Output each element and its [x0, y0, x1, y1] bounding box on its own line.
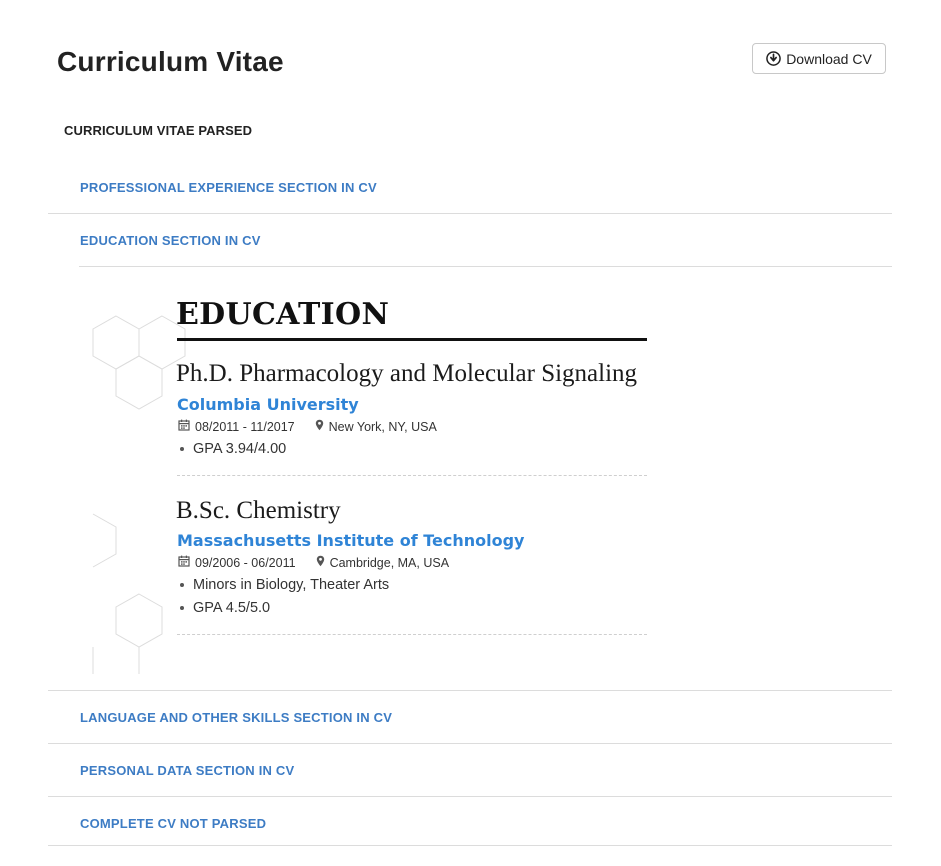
education-heading: EDUCATION [176, 297, 390, 332]
bullet-dot [180, 583, 184, 587]
map-pin-icon [316, 555, 325, 570]
divider [48, 213, 892, 214]
download-cv-label: Download CV [786, 50, 872, 67]
heading-rule [177, 338, 647, 341]
download-cv-button[interactable] [752, 43, 886, 74]
entry-meta [178, 419, 437, 434]
accordion-education[interactable]: EDUCATION SECTION IN CV [80, 233, 261, 248]
map-pin-icon [315, 419, 324, 434]
entry-dates: 09/2006 - 06/2011 [195, 555, 296, 570]
calendar-icon [178, 555, 190, 570]
entry-location: New York, NY, USA [328, 419, 437, 434]
entry-bullet-text: GPA 4.5/5.0 [193, 600, 271, 616]
entry-bullet [180, 600, 270, 616]
accordion-professional-experience[interactable]: PROFESSIONAL EXPERIENCE SECTION IN CV [80, 180, 377, 195]
entry-bullet-text: Minors in Biology, Theater Arts [193, 577, 390, 593]
degree-title: B.Sc. Chemistry [176, 497, 341, 524]
entry-bullet [180, 441, 286, 457]
calendar-icon [178, 419, 190, 434]
divider [48, 743, 892, 744]
bullet-dot [180, 447, 184, 451]
entry-dates: 08/2011 - 11/2017 [195, 419, 295, 434]
entry-bullet-text: GPA 3.94/4.00 [193, 441, 287, 457]
page-title: Curriculum Vitae [57, 46, 284, 77]
entry-separator [177, 475, 647, 476]
download-circle-icon [766, 51, 781, 66]
school-name: Massachusetts Institute of Technology [177, 531, 525, 550]
divider [79, 266, 892, 267]
accordion-personal-data[interactable]: PERSONAL DATA SECTION IN CV [80, 763, 295, 778]
accordion-complete-cv[interactable]: COMPLETE CV NOT PARSED [80, 816, 267, 831]
divider [48, 690, 892, 691]
school-name: Columbia University [177, 395, 359, 414]
entry-meta [178, 555, 449, 570]
divider [48, 796, 892, 797]
bullet-dot [180, 606, 184, 610]
divider [48, 845, 892, 846]
entry-separator [177, 634, 647, 635]
parsed-section-label: CURRICULUM VITAE PARSED [64, 123, 253, 138]
entry-bullet [180, 577, 389, 593]
entry-location: Cambridge, MA, USA [329, 555, 450, 570]
accordion-language-skills[interactable]: LANGUAGE AND OTHER SKILLS SECTION IN CV [80, 710, 393, 725]
degree-title: Ph.D. Pharmacology and Molecular Signaling [176, 360, 638, 387]
